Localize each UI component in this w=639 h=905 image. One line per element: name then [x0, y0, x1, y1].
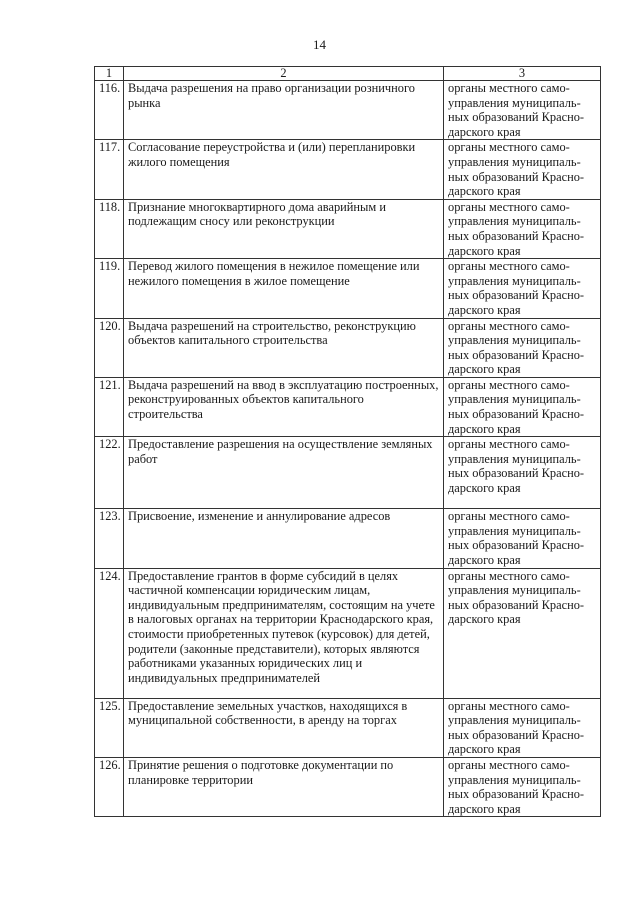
service-name: Принятие решения о подготовке документации по планировке территории [124, 758, 444, 817]
authority-line: управления муниципаль- [448, 333, 581, 348]
responsible-authority [444, 140, 601, 199]
authority-line: органы местного само- [448, 318, 570, 333]
column-header-2: 2 [124, 67, 444, 81]
column-header-1: 1 [95, 67, 124, 81]
table-row [95, 437, 601, 509]
authority-line: дарского края [448, 801, 521, 816]
authority-line: дарского края [448, 124, 521, 139]
service-name: Выдача разрешений на строительство, реконструкцию объектов капитального строительства [124, 318, 444, 377]
responsible-authority [444, 758, 601, 817]
service-name: Выдача разрешений на ввод в эксплуатацию построенных, реконструированных объектов капитального строительства [124, 377, 444, 436]
authority-line: ных образований Красно- [448, 538, 585, 553]
row-number: 116. [95, 81, 124, 140]
responsible-authority [444, 259, 601, 318]
authority-line: органы местного само- [448, 259, 570, 274]
row-number: 125. [95, 698, 124, 757]
authority-line: ных образований Красно- [448, 288, 585, 303]
authority-line: управления муниципаль- [448, 214, 581, 229]
table-header-row [95, 67, 601, 81]
authority-line: дарского края [448, 302, 521, 317]
table-row [95, 377, 601, 436]
responsible-authority [444, 568, 601, 698]
row-number: 117. [95, 140, 124, 199]
service-name: Предоставление земельных участков, находящихся в муниципальной собственности, в аренду на торгах [124, 698, 444, 757]
authority-line: дарского края [448, 362, 521, 377]
table-row [95, 199, 601, 258]
service-name: Признание многоквартирного дома аварийным и подлежащим сносу или реконструкции [124, 199, 444, 258]
row-number: 126. [95, 758, 124, 817]
authority-line: дарского края [448, 481, 521, 496]
authority-line: управления муниципаль- [448, 451, 581, 466]
authority-line: органы местного само- [448, 377, 570, 392]
authority-line: управления муниципаль- [448, 523, 581, 538]
authority-line: органы местного само- [448, 698, 570, 713]
table-row [95, 318, 601, 377]
table-row [95, 568, 601, 698]
service-name: Предоставление грантов в форме субсидий в целях частичной компенсации юридическим лицам, индивидуальным предпринимателям, состоящим на учете в налоговых органах на территории Краснодарского края, стоимости приобретенных путевок (курсовок) для детей, родители (законные представители), которых являются работниками указанных юридических лиц и индивидуальных предпринимателей [124, 568, 444, 698]
authority-line: органы местного само- [448, 437, 570, 452]
authority-line: органы местного само- [448, 568, 570, 583]
service-name: Присвоение, изменение и аннулирование адресов [124, 509, 444, 568]
authority-line: ных образований Красно- [448, 466, 585, 481]
table-row [95, 81, 601, 140]
authority-line: ных образований Красно- [448, 597, 585, 612]
authority-line: управления муниципаль- [448, 154, 581, 169]
authority-line: управления муниципаль- [448, 583, 581, 598]
authority-line: ных образований Красно- [448, 169, 585, 184]
authority-line: дарского края [448, 243, 521, 258]
page-number: 14 [313, 37, 326, 52]
table-row [95, 698, 601, 757]
service-name: Выдача разрешения на право организации розничного рынка [124, 81, 444, 140]
authority-line: дарского края [448, 742, 521, 757]
responsible-authority [444, 437, 601, 509]
table-row [95, 140, 601, 199]
table-body [95, 81, 601, 817]
authority-line: управления муниципаль- [448, 713, 581, 728]
authority-line: органы местного само- [448, 199, 570, 214]
authority-line: дарского края [448, 421, 521, 436]
authority-line: ных образований Красно- [448, 787, 585, 802]
row-number: 123. [95, 509, 124, 568]
table-row [95, 259, 601, 318]
table-row [95, 758, 601, 817]
responsible-authority [444, 199, 601, 258]
responsible-authority [444, 318, 601, 377]
row-number: 119. [95, 259, 124, 318]
authority-line: ных образований Красно- [448, 110, 585, 125]
service-name: Перевод жилого помещения в нежилое помещение или нежилого помещения в жилое помещение [124, 259, 444, 318]
service-name: Предоставление разрешения на осуществление земляных работ [124, 437, 444, 509]
row-number: 120. [95, 318, 124, 377]
authority-line: управления муниципаль- [448, 772, 581, 787]
row-number: 121. [95, 377, 124, 436]
table-row [95, 509, 601, 568]
responsible-authority [444, 377, 601, 436]
authority-line: ных образований Красно- [448, 347, 585, 362]
services-table [94, 66, 601, 817]
authority-line: дарского края [448, 553, 521, 568]
responsible-authority [444, 509, 601, 568]
row-number: 124. [95, 568, 124, 698]
authority-line: органы местного само- [448, 140, 570, 155]
authority-line: ных образований Красно- [448, 228, 585, 243]
row-number: 122. [95, 437, 124, 509]
responsible-authority [444, 698, 601, 757]
authority-line: ных образований Красно- [448, 407, 585, 422]
column-header-3: 3 [444, 67, 601, 81]
authority-line: дарского края [448, 184, 521, 199]
responsible-authority [444, 81, 601, 140]
authority-line: управления муниципаль- [448, 273, 581, 288]
authority-line: органы местного само- [448, 509, 570, 524]
authority-line: ных образований Красно- [448, 727, 585, 742]
authority-line: органы местного само- [448, 81, 570, 95]
authority-line: органы местного само- [448, 758, 570, 772]
service-name: Согласование переустройства и (или) перепланировки жилого помещения [124, 140, 444, 199]
authority-line: управления муниципаль- [448, 95, 581, 110]
authority-line: дарского края [448, 612, 521, 627]
authority-line: управления муниципаль- [448, 392, 581, 407]
row-number: 118. [95, 199, 124, 258]
